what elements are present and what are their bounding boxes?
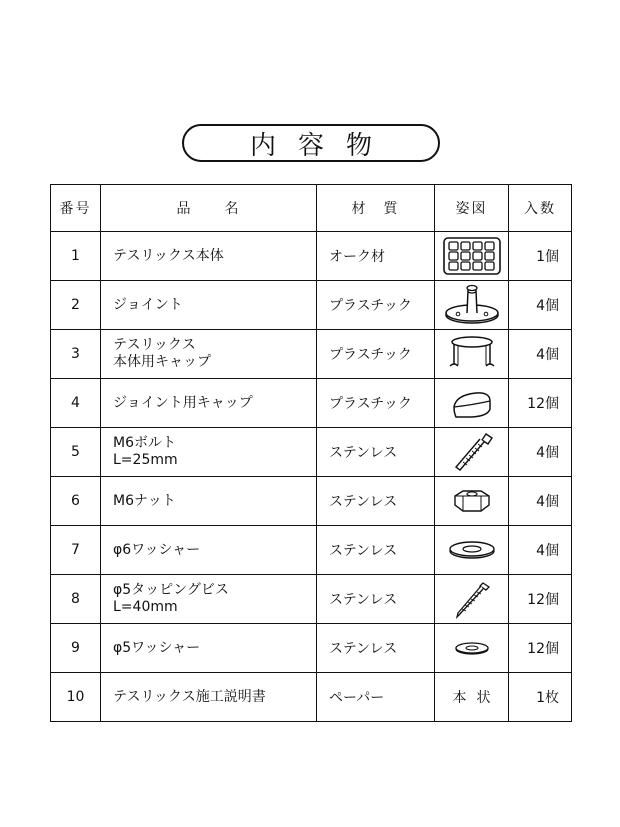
table-row	[51, 575, 572, 624]
header-figure: 姿図	[435, 185, 509, 232]
header-row	[51, 185, 572, 232]
table-row	[51, 477, 572, 526]
row-name-line: ジョイント用キャップ	[113, 394, 253, 411]
row-quantity: 4個	[509, 428, 572, 477]
header-quantity: 入数	[509, 185, 572, 232]
row-name-line: M6ボルト	[113, 435, 176, 451]
row-quantity: 4個	[509, 330, 572, 379]
row-name-line: ジョイント	[113, 296, 183, 313]
row-name-line: M6ナット	[113, 492, 176, 509]
row-quantity: 12個	[509, 575, 572, 624]
row-name	[101, 428, 317, 477]
row-no: 10	[51, 673, 101, 722]
nut-icon	[435, 477, 509, 526]
row-quantity: 4個	[509, 281, 572, 330]
row-name	[101, 281, 317, 330]
row-name-line: φ5ワッシャー	[113, 639, 201, 656]
row-quantity: 4個	[509, 526, 572, 575]
table-row	[51, 379, 572, 428]
row-material: ステンレス	[317, 428, 435, 477]
row-material: ペーパー	[317, 673, 435, 722]
header-name: 品 名	[101, 185, 317, 232]
row-material: ステンレス	[317, 526, 435, 575]
header-material: 材 質	[317, 185, 435, 232]
row-no: 6	[51, 477, 101, 526]
joint-cap-icon	[435, 379, 509, 428]
row-name-line: テスリックス本体	[113, 247, 224, 264]
row-name	[101, 526, 317, 575]
parts-table	[50, 184, 572, 722]
row-name-line: 本体用キャップ	[113, 354, 211, 370]
row-material: ステンレス	[317, 575, 435, 624]
tapping-screw-icon	[435, 575, 509, 624]
table-row	[51, 526, 572, 575]
row-material: プラスチック	[317, 330, 435, 379]
row-no: 8	[51, 575, 101, 624]
page-title: 内容物	[249, 130, 394, 161]
row-quantity: 1個	[509, 232, 572, 281]
row-no: 1	[51, 232, 101, 281]
row-material: ステンレス	[317, 477, 435, 526]
row-name	[101, 232, 317, 281]
row-name-line: L=25mm	[113, 452, 178, 468]
washer-large-icon	[435, 526, 509, 575]
header-no: 番号	[51, 185, 101, 232]
row-name	[101, 379, 317, 428]
row-name-line: φ6ワッシャー	[113, 541, 201, 558]
row-quantity: 1枚	[509, 673, 572, 722]
row-quantity: 4個	[509, 477, 572, 526]
row-no: 7	[51, 526, 101, 575]
row-name-line: テスリックス	[113, 337, 196, 353]
table-row	[51, 624, 572, 673]
row-material: プラスチック	[317, 281, 435, 330]
row-material: オーク材	[317, 232, 435, 281]
row-name-line: φ5タッピングビス	[113, 582, 229, 598]
table-row	[51, 232, 572, 281]
row-no: 2	[51, 281, 101, 330]
row-no: 4	[51, 379, 101, 428]
row-name	[101, 477, 317, 526]
row-no: 3	[51, 330, 101, 379]
grid-block-icon	[435, 232, 509, 281]
row-no: 9	[51, 624, 101, 673]
row-name	[101, 673, 317, 722]
row-name	[101, 330, 317, 379]
joint-icon	[435, 281, 509, 330]
washer-small-icon	[435, 624, 509, 673]
table-row	[51, 673, 572, 722]
row-material: プラスチック	[317, 379, 435, 428]
row-figure-text: 本状	[435, 673, 509, 722]
row-quantity: 12個	[509, 624, 572, 673]
row-material: ステンレス	[317, 624, 435, 673]
row-name	[101, 624, 317, 673]
table-row	[51, 281, 572, 330]
table-row	[51, 330, 572, 379]
row-name-line: L=40mm	[113, 599, 178, 615]
title-pill	[182, 124, 440, 162]
row-no: 5	[51, 428, 101, 477]
row-quantity: 12個	[509, 379, 572, 428]
row-name-line: テスリックス施工説明書	[113, 688, 266, 705]
bolt-icon	[435, 428, 509, 477]
cap-icon	[435, 330, 509, 379]
table-row	[51, 428, 572, 477]
row-name	[101, 575, 317, 624]
